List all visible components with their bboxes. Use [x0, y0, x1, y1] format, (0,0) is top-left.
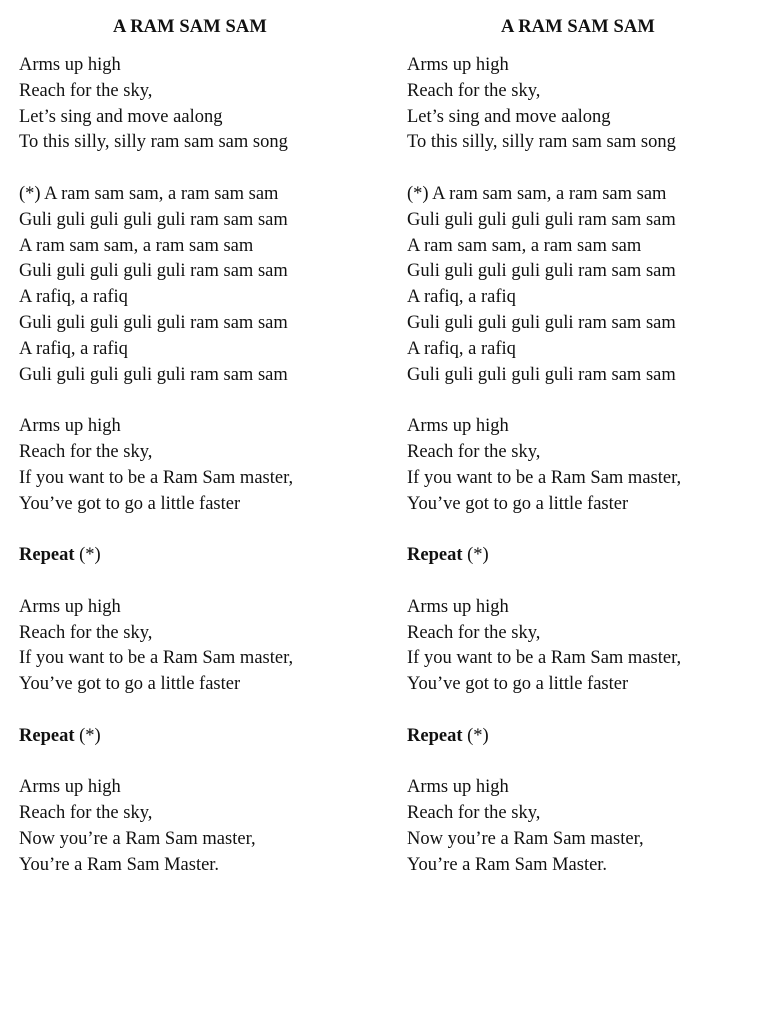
lyric-line: (*) A ram sam sam, a ram sam sam: [407, 183, 667, 204]
lyric-line: You’re a Ram Sam Master.: [407, 854, 608, 875]
repeat-label: Repeat: [19, 545, 75, 566]
verse-3: [407, 595, 767, 698]
lyric-line: Let’s sing and move aalong: [407, 106, 611, 127]
lyric-line: If you want to be a Ram Sam master,: [407, 467, 682, 488]
song-title: A RAM SAM SAM: [113, 17, 267, 37]
lyrics-column-right: [407, 14, 767, 904]
lyric-line: Guli guli guli guli guli ram sam sam: [19, 209, 288, 230]
lyric-line: Reach for the sky,: [407, 80, 541, 101]
lyrics-column-left: [19, 14, 379, 904]
lyric-line: You’ve got to go a little faster: [407, 493, 629, 514]
lyric-line: Arms up high: [19, 777, 121, 798]
lyric-line: Guli guli guli guli guli ram sam sam: [407, 261, 676, 282]
lyric-line: A rafiq, a rafiq: [19, 338, 128, 359]
repeat-instruction: [407, 724, 767, 750]
lyric-line: Now you’re a Ram Sam master,: [407, 828, 644, 849]
lyric-line: Arms up high: [19, 55, 121, 75]
lyric-line: Arms up high: [407, 777, 509, 798]
verse-2: [407, 414, 767, 517]
lyric-line: Let’s sing and move aalong: [19, 106, 223, 127]
lyric-line: You’ve got to go a little faster: [19, 493, 241, 514]
repeat-label: Repeat: [19, 725, 75, 746]
lyric-line: Arms up high: [407, 416, 509, 437]
verse-3: [19, 595, 379, 698]
lyric-line: (*) A ram sam sam, a ram sam sam: [19, 183, 279, 204]
repeat-instruction: [407, 543, 767, 569]
lyric-line: Reach for the sky,: [407, 441, 541, 462]
repeat-marker: (*): [74, 545, 101, 566]
repeat-marker: (*): [462, 725, 489, 746]
repeat-instruction: [19, 543, 379, 569]
song-title: A RAM SAM SAM: [501, 17, 655, 37]
lyric-line: You’ve got to go a little faster: [407, 674, 629, 695]
lyric-line: If you want to be a Ram Sam master,: [19, 648, 294, 669]
chorus: [19, 182, 379, 388]
lyric-line: Arms up high: [407, 55, 509, 75]
lyric-line: Guli guli guli guli guli ram sam sam: [19, 312, 288, 333]
verse-2: [19, 414, 379, 517]
verse-4: [407, 775, 767, 878]
lyric-line: To this silly, silly ram sam sam song: [407, 132, 676, 153]
lyric-line: Reach for the sky,: [19, 622, 153, 643]
lyric-line: Arms up high: [407, 596, 509, 617]
lyric-line: A rafiq, a rafiq: [407, 338, 516, 359]
lyric-line: You’re a Ram Sam Master.: [19, 854, 220, 875]
repeat-instruction: [19, 724, 379, 750]
lyric-line: A rafiq, a rafiq: [407, 287, 516, 308]
chorus: [407, 182, 767, 388]
lyric-line: Guli guli guli guli guli ram sam sam: [407, 364, 676, 385]
repeat-marker: (*): [462, 545, 489, 566]
lyric-line: Guli guli guli guli guli ram sam sam: [19, 261, 288, 282]
lyric-line: To this silly, silly ram sam sam song: [19, 132, 288, 153]
repeat-label: Repeat: [407, 725, 463, 746]
lyric-line: Guli guli guli guli guli ram sam sam: [407, 209, 676, 230]
verse-1: [407, 53, 767, 156]
lyric-line: Reach for the sky,: [407, 803, 541, 824]
lyric-line: Reach for the sky,: [407, 622, 541, 643]
lyric-line: Guli guli guli guli guli ram sam sam: [19, 364, 288, 385]
lyric-line: Reach for the sky,: [19, 803, 153, 824]
lyric-line: Guli guli guli guli guli ram sam sam: [407, 312, 676, 333]
lyric-line: A rafiq, a rafiq: [19, 287, 128, 308]
lyric-line: Reach for the sky,: [19, 441, 153, 462]
lyric-line: You’ve got to go a little faster: [19, 674, 241, 695]
lyric-line: Reach for the sky,: [19, 80, 153, 101]
repeat-label: Repeat: [407, 545, 463, 566]
verse-4: [19, 775, 379, 878]
lyric-line: A ram sam sam, a ram sam sam: [19, 235, 254, 256]
lyric-line: If you want to be a Ram Sam master,: [19, 467, 294, 488]
repeat-marker: (*): [74, 725, 101, 746]
lyric-line: If you want to be a Ram Sam master,: [407, 648, 682, 669]
lyric-line: A ram sam sam, a ram sam sam: [407, 235, 642, 256]
lyric-line: Arms up high: [19, 596, 121, 617]
lyric-line: Arms up high: [19, 416, 121, 437]
verse-1: [19, 53, 379, 156]
lyric-line: Now you’re a Ram Sam master,: [19, 828, 256, 849]
